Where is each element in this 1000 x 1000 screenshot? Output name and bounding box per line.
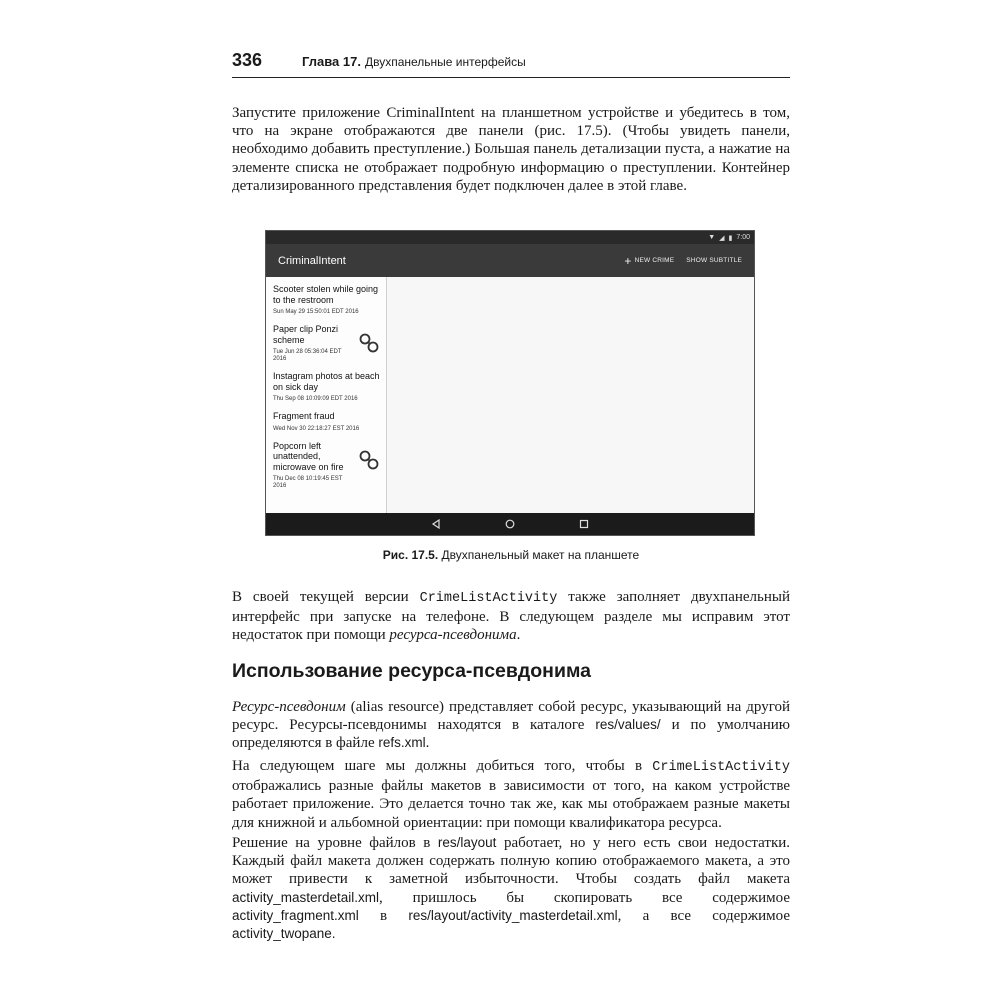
file-name: activity_masterdetail.xml <box>232 889 380 905</box>
path-text: res/layout <box>437 835 497 850</box>
crime-date: Tue Jun 28 05:36:04 EDT 2016 <box>273 349 342 362</box>
text-fragment: , пришлось бы скопировать все содержимое <box>379 889 790 906</box>
crime-list-item[interactable] <box>266 284 386 316</box>
crime-date: Wed Nov 30 22:18:27 EST 2016 <box>273 425 360 432</box>
paragraph-current-version <box>232 588 790 645</box>
status-time: 7:00 <box>736 234 750 241</box>
back-icon[interactable] <box>431 519 441 529</box>
page-number: 336 <box>232 50 263 70</box>
crime-date: Thu Dec 08 10:19:45 EST 2016 <box>273 476 343 489</box>
wifi-icon: ▼ <box>708 234 716 241</box>
path-text: res/values/ <box>595 717 661 733</box>
crime-title: Fragment fraud <box>273 411 335 421</box>
figure-caption-text: Двухпанельный макет на планшете <box>441 548 640 562</box>
text-fragment: отображались разные файлы макетов в зависимости от того, на каком устройстве работает приложение. Это делается точно так же, как мы отображаем разные макеты для книжной и альбомной ориентации: при помощи квалификатора ресурса. <box>232 778 790 831</box>
app-toolbar <box>266 244 754 277</box>
crime-list-item[interactable] <box>266 411 386 433</box>
crime-title: Popcorn left unattended, microwave on fire <box>273 440 344 472</box>
figure-caption-label: Рис. 17.5. <box>382 548 439 562</box>
battery-icon: ▮ <box>728 234 733 242</box>
crime-date: Sun May 29 15:50:01 EDT 2016 <box>273 309 359 315</box>
text-fragment: . <box>516 627 521 644</box>
plus-icon: + <box>624 253 632 268</box>
crime-list-item[interactable] <box>266 371 386 403</box>
text-fragment: работает, но у него есть свои недостатки. Каждый файл макета должен содержать полную копию отображаемого макета, а это может привести к заметной избыточности. Чтобы создать файл макета <box>232 835 791 888</box>
paragraph-alias-resource <box>232 698 790 753</box>
recents-icon[interactable] <box>579 519 589 529</box>
crime-title: Paper clip Ponzi scheme <box>273 324 339 345</box>
running-head <box>232 50 790 78</box>
crime-list-item[interactable] <box>266 441 386 491</box>
paragraph-next-step <box>232 757 790 832</box>
text-fragment: Решение на уровне файлов в <box>232 835 438 851</box>
emphasis-term: Ресурс-псевдоним <box>232 699 346 715</box>
crime-title: Instagram photos at beach on sick day <box>273 371 380 392</box>
handcuffs-icon <box>358 449 380 471</box>
text-fragment: в <box>358 907 409 924</box>
signal-icon: ◢ <box>719 234 725 242</box>
tablet-screenshot-figure <box>265 230 755 536</box>
path-text: res/layout/activity_masterdetail.xml <box>408 907 618 923</box>
chapter-title: Двухпанельные интерфейсы <box>364 55 526 69</box>
app-title: CriminalIntent <box>278 254 346 267</box>
figure-caption <box>232 548 790 562</box>
paragraph-intro: Запустите приложение CriminalIntent на планшетном устройстве и убедитесь в том, что на экране отображаются две панели (рис. 17.5). (Чтобы увидеть панели, необходимо добавить преступление.) Большая панель детализации пуста, а нажатие на элементе списка не отображает подробную информацию о преступлении. Контейнер детализированного представления будет подключен далее в этой главе. <box>232 105 790 194</box>
home-icon[interactable] <box>505 519 515 529</box>
new-crime-label: NEW CRIME <box>634 257 675 264</box>
two-pane-content <box>266 277 754 513</box>
section-heading: Использование ресурса-псевдонима <box>232 660 591 682</box>
text-fragment: также заполняет двухпанельный интерфейс при запуске на телефоне. В следующем разделе мы исправим этот недостаток при помощи <box>232 589 790 644</box>
text-fragment: В своей текущей версии <box>232 589 420 605</box>
code-class-name: CrimeListActivity <box>419 591 558 606</box>
text-fragment: На следующем шаге мы должны добиться того, чтобы в <box>232 758 653 774</box>
status-bar <box>266 231 754 244</box>
paragraph-file-solution <box>232 834 790 943</box>
detail-pane <box>387 277 754 513</box>
file-name: activity_twopane. <box>232 926 336 942</box>
emphasis-term: ресурса-псевдонима <box>389 627 517 644</box>
text-fragment: . <box>425 735 430 752</box>
crime-list-pane[interactable] <box>266 277 387 513</box>
show-subtitle-button[interactable]: SHOW SUBTITLE <box>686 257 742 264</box>
file-name: refs.xml <box>378 735 426 751</box>
navigation-bar <box>266 513 754 535</box>
crime-list-item[interactable] <box>266 324 386 363</box>
new-crime-button[interactable] <box>624 253 675 268</box>
text-fragment: и по умолчанию определяются в файле <box>232 717 790 752</box>
chapter-label: Глава 17. <box>302 54 361 69</box>
code-class-name: CrimeListActivity <box>652 760 790 775</box>
file-name: activity_fragment.xml <box>232 907 359 923</box>
text-fragment: , а все содержимое <box>617 907 790 924</box>
handcuffs-icon <box>358 332 380 354</box>
crime-title: Scooter stolen while going to the restroom <box>273 284 379 305</box>
crime-date: Thu Sep 08 10:09:09 EDT 2016 <box>273 396 358 402</box>
text-fragment: (alias resource) представляет собой ресурс, указывающий на другой ресурс. Ресурсы-псевдонимы находятся в каталоге <box>232 699 790 734</box>
